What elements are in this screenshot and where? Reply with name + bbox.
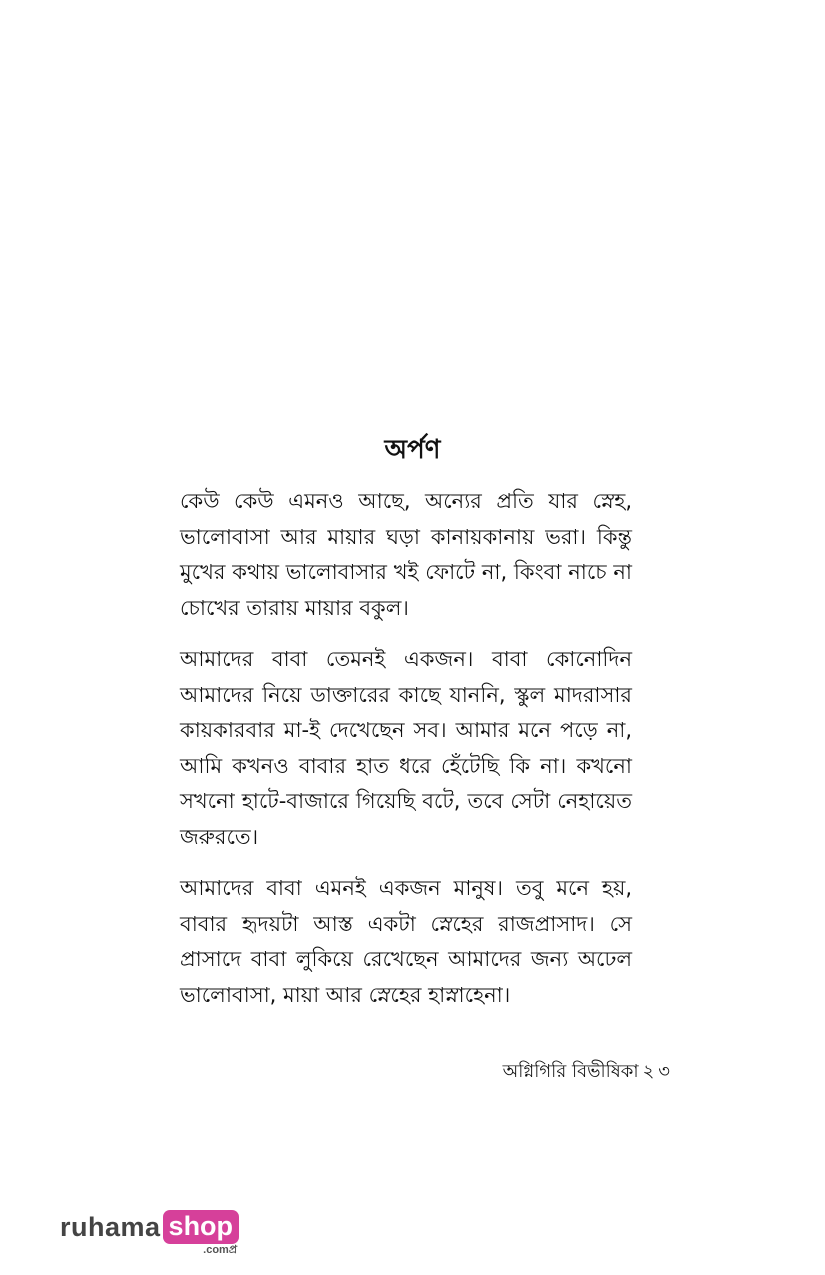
paragraph-3: আমাদের বাবা এমনই একজন মানুষ। তবু মনে হয়, বাবার হৃদয়টা আস্ত একটা স্নেহের রাজপ্রাসাদ। সে প্রাসাদে বাবা লুকিয়ে রেখেছেন আমাদের জন্য অঢেল ভালোবাসা, মায়া আর স্নেহের হাস্নাহেনা।: [180, 876, 632, 1007]
watermark-text-right: shop: [163, 1210, 240, 1244]
watermark-text-left: ruhama: [60, 1212, 161, 1242]
watermark-logo: [60, 1210, 239, 1256]
running-footer: [420, 1058, 670, 1086]
dedication-text: [180, 484, 632, 1029]
footer-page-number: ৩: [658, 1061, 670, 1082]
watermark-badge: [163, 1210, 240, 1256]
footer-book-title: অগ্নিগিরি বিভীষিকা: [502, 1061, 639, 1082]
watermark-subtext: .comপ্র: [203, 1244, 238, 1256]
footer-separator: ২: [642, 1061, 655, 1082]
page-title: অর্পণ: [384, 435, 441, 465]
paragraph-1: কেউ কেউ এমনও আছে, অন্যের প্রতি যার স্নেহ, ভালোবাসা আর মায়ার ঘড়া কানায়কানায় ভরা। কিন্তু মুখের কথায় ভালোবাসার খই ফোটে না, কিংবা নাচে না চোখের তারায় মায়ার বকুল।: [180, 489, 632, 620]
paragraph-2: আমাদের বাবা তেমনই একজন। বাবা কোনোদিন আমাদের নিয়ে ডাক্তারের কাছে যাননি, স্কুল মাদরাসার কায়কারবার মা-ই দেখেছেন সব। আমার মনে পড়ে না, আমি কখনও বাবার হাত ধরে হেঁটেছি কি না। কখনো সখনো হাটে-বাজারে গিয়েছি বটে, তবে সেটা নেহায়েত জরুরতে।: [180, 647, 632, 849]
